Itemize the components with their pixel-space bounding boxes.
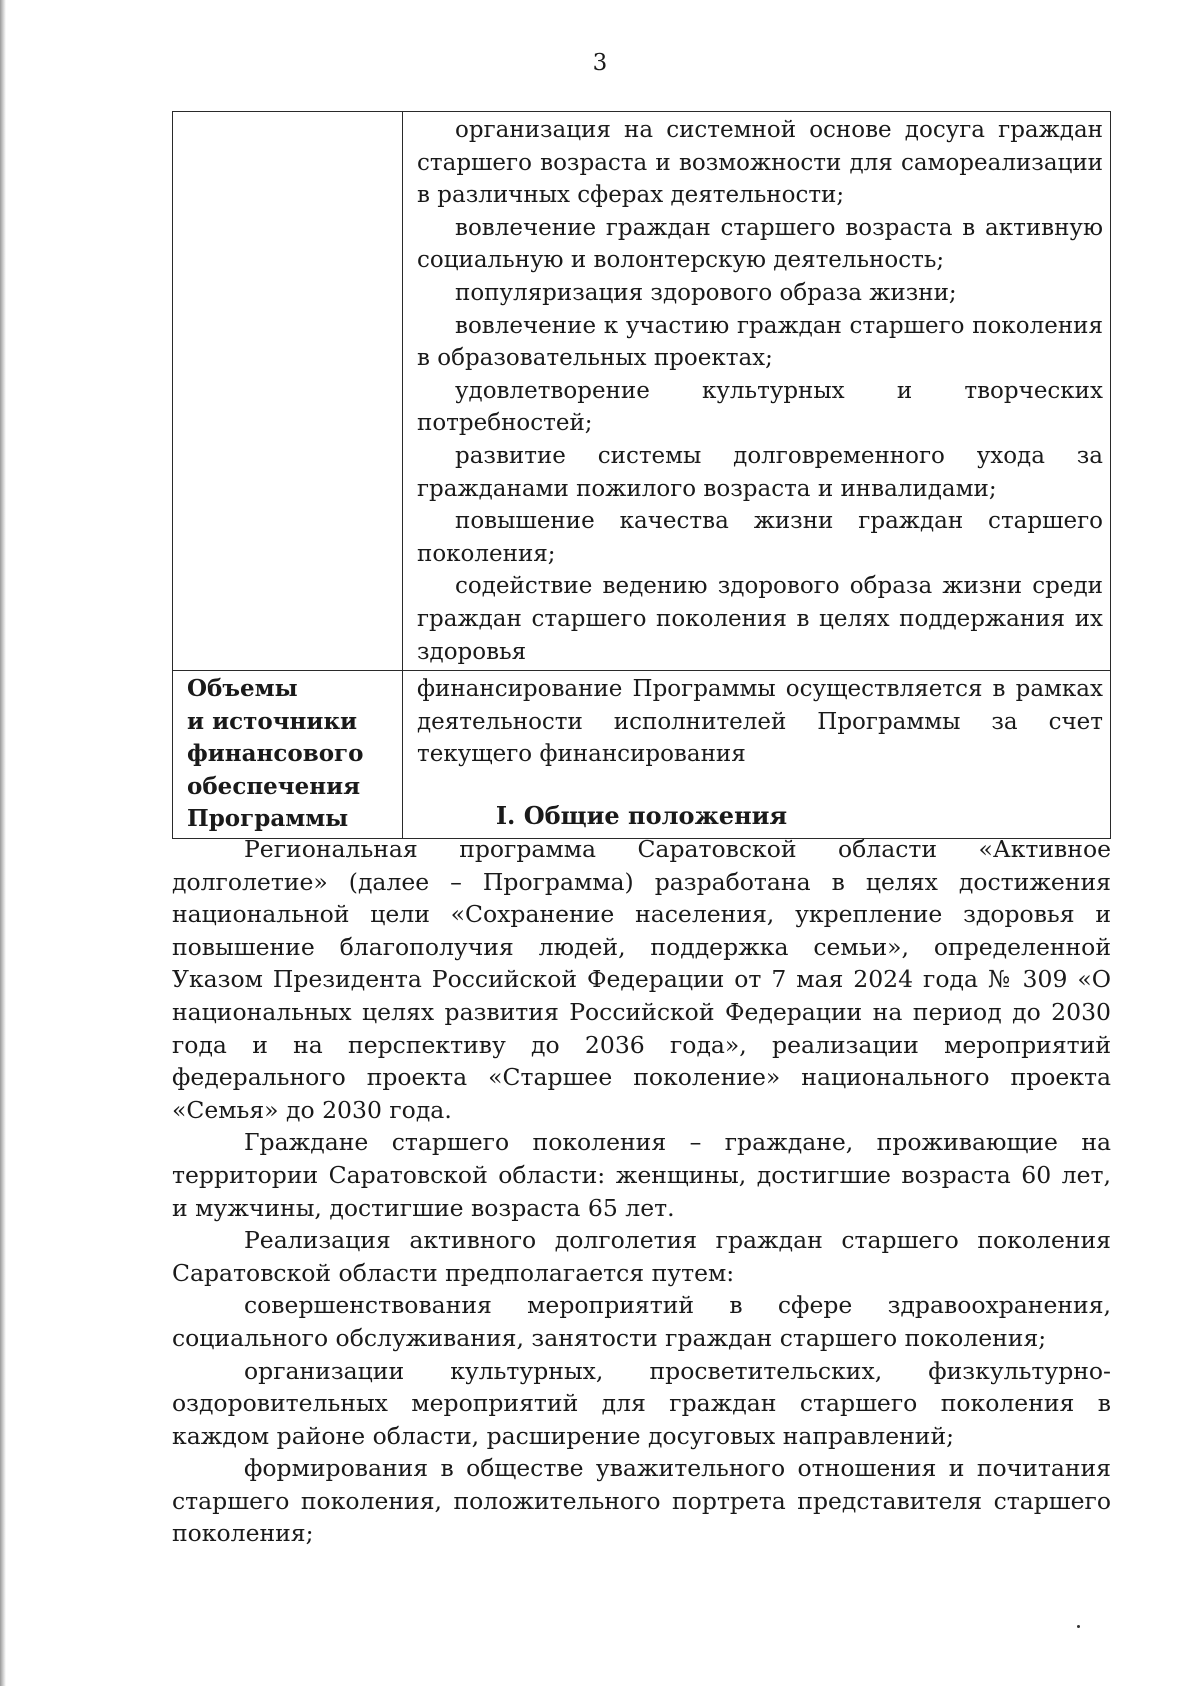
section-body <box>172 833 1111 1550</box>
funding-label-line: финансового <box>187 740 364 768</box>
funding-text: финансирование Программы осуществляется в рамках деятельности исполнителей Программы за счет текущего финансирования <box>417 676 1103 768</box>
table-item: вовлечение граждан старшего возраста в активную социальную и волонтерскую деятельность; <box>417 214 1103 274</box>
funding-label-line: обеспечения <box>187 772 361 800</box>
scan-page-edge <box>0 0 6 1686</box>
table-row-goals-content <box>403 112 1111 671</box>
table-item: вовлечение к участию граждан старшего поколения в образовательных проектах; <box>417 312 1103 372</box>
body-paragraph: совершенствования мероприятий в сфере здравоохранения, социального обслуживания, занятости граждан старшего поколения; <box>172 1291 1111 1352</box>
page-number: 3 <box>592 50 608 76</box>
body-paragraph: Граждане старшего поколения – граждане, проживающие на территории Саратовской области: женщины, достигшие возраста 60 лет, и мужчины, достигшие возраста 65 лет. <box>172 1128 1111 1222</box>
table-item: удовлетворение культурных и творческих потребностей; <box>417 377 1103 437</box>
table-item: содействие ведению здорового образа жизни среди граждан старшего поколения в целях поддержания их здоровья <box>417 573 1103 665</box>
table-item: повышение качества жизни граждан старшего поколения; <box>417 508 1103 567</box>
body-paragraph: организации культурных, просветительских, физкультурно-оздоровительных мероприятий для граждан старшего поколения в каждом районе области, расширение досуговых направлений; <box>172 1356 1111 1450</box>
body-paragraph: формирования в обществе уважительного отношения и почитания старшего поколения, положительного портрета представителя старшего поколения; <box>172 1454 1111 1548</box>
body-paragraph: Реализация активного долголетия граждан старшего поколения Саратовской области предполагается путем: <box>172 1226 1111 1287</box>
funding-label-line: Программы <box>187 805 349 833</box>
funding-label-line: Объемы <box>187 675 298 703</box>
program-passport-table <box>172 111 1111 839</box>
table-row-goals-label <box>173 112 403 671</box>
funding-label-line: и источники <box>187 707 358 735</box>
table-item: организация на системной основе досуга граждан старшего возраста и возможности для самореализации в различных сферах деятельности; <box>417 117 1103 209</box>
table-row-goals <box>173 112 1111 671</box>
body-paragraph: Региональная программа Саратовской области «Активное долголетие» (далее – Программа) разработана в целях достижения национальной цели «Сохранение населения, укрепление здоровья и повышение благополучия людей, поддержка семьи», определенной Указом Президента Российской Федерации от 7 мая 2024 года № 309 «О национальных целях развития Российской Федерации на период до 2030 года и на перспективу до 2036 года», реализации мероприятий федерального проекта «Старшее поколение» национального проекта «Семья» до 2030 года. <box>172 835 1111 1124</box>
section-title: I. Общие положения <box>495 801 788 830</box>
table-item: популяризация здорового образа жизни; <box>455 279 957 306</box>
scan-speck <box>1077 1625 1080 1628</box>
table-item: развитие системы долговременного ухода за гражданами пожилого возраста и инвалидами; <box>417 442 1103 502</box>
